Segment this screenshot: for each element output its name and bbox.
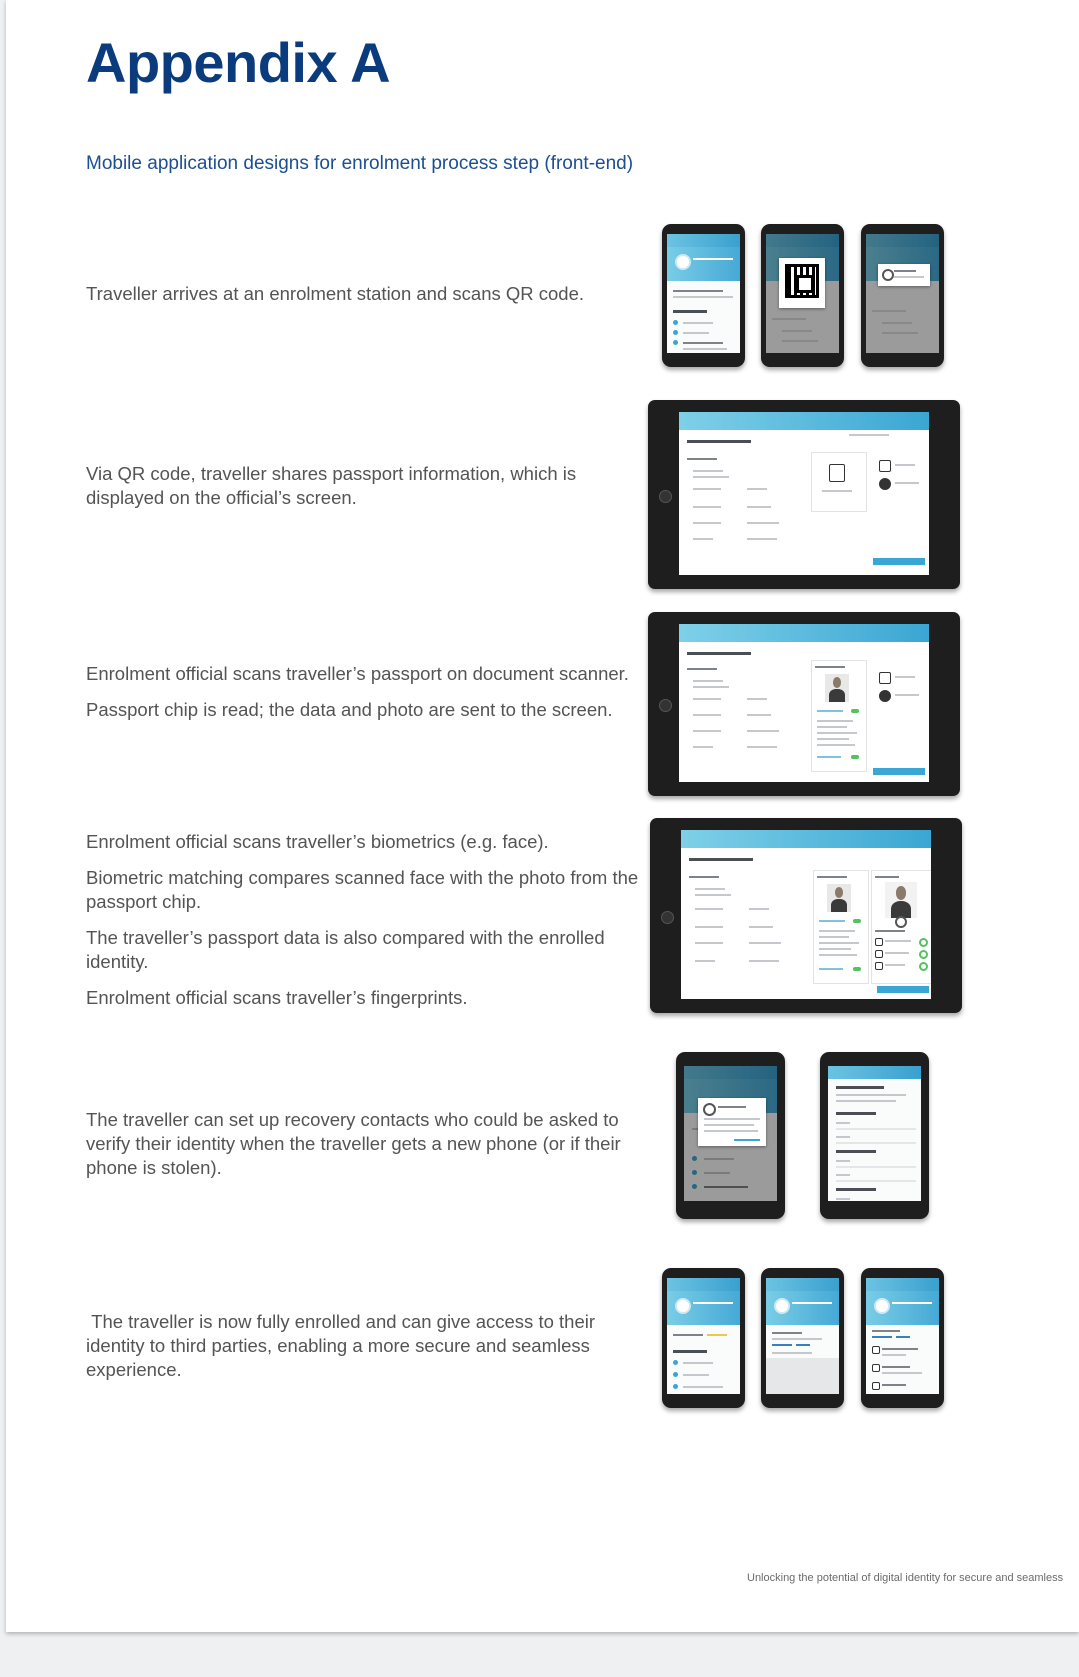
step-4-description <box>86 830 646 1022</box>
tablet-passport-info-screen-mockup <box>648 400 960 589</box>
step-4-text-4: Enrolment official scans traveller’s fingerprints. <box>86 987 468 1008</box>
phone-qr-code-screen-mockup <box>761 224 844 367</box>
appendix-page <box>6 0 1079 1632</box>
page-title: Appendix A <box>86 31 391 94</box>
step-2-text: Via QR code, traveller shares passport information, which is displayed on the official’s screen. <box>86 463 577 508</box>
step-6-text: The traveller is now fully enrolled and can give access to their identity to third parties, enabling a more secure and seamless experience. <box>86 1311 601 1380</box>
page-subtitle: Mobile application designs for enrolment process step (front-end) <box>86 153 634 174</box>
phone-almost-done-screen-mockup <box>676 1052 785 1219</box>
tablet-biometrics-screen-mockup <box>650 818 962 1013</box>
phone-enrolled-screen-2-mockup <box>761 1268 844 1408</box>
step-6-description <box>86 1310 646 1394</box>
step-3-description <box>86 662 646 734</box>
step-5-description <box>86 1108 646 1192</box>
step-5-text: The traveller can set up recovery contacts who could be asked to verify their identity when the traveller gets a new phone (or if their phone is stolen). <box>86 1109 621 1178</box>
phone-thank-you-screen-mockup <box>861 224 944 367</box>
step-1-description <box>86 282 646 318</box>
phone-recovery-contacts-screen-mockup <box>820 1052 929 1219</box>
page-footer: Unlocking the potential of digital identity for secure and seamless <box>747 1572 1064 1584</box>
phone-enrolled-screen-3-mockup <box>861 1268 944 1408</box>
step-3-text-2: Passport chip is read; the data and photo are sent to the screen. <box>86 699 613 720</box>
tablet-passport-scanned-screen-mockup <box>648 612 960 796</box>
step-4-text-1: Enrolment official scans traveller’s biometrics (e.g. face). <box>86 831 549 852</box>
step-2-description <box>86 462 646 522</box>
step-1-text: Traveller arrives at an enrolment station and scans QR code. <box>86 283 585 304</box>
phone-home-screen-mockup <box>662 224 745 367</box>
phone-enrolled-screen-1-mockup <box>662 1268 745 1408</box>
step-4-text-3: The traveller’s passport data is also compared with the enrolled identity. <box>86 927 605 972</box>
step-4-text-2: Biometric matching compares scanned face with the photo from the passport chip. <box>86 867 639 912</box>
step-3-text-1: Enrolment official scans traveller’s passport on document scanner. <box>86 663 629 684</box>
